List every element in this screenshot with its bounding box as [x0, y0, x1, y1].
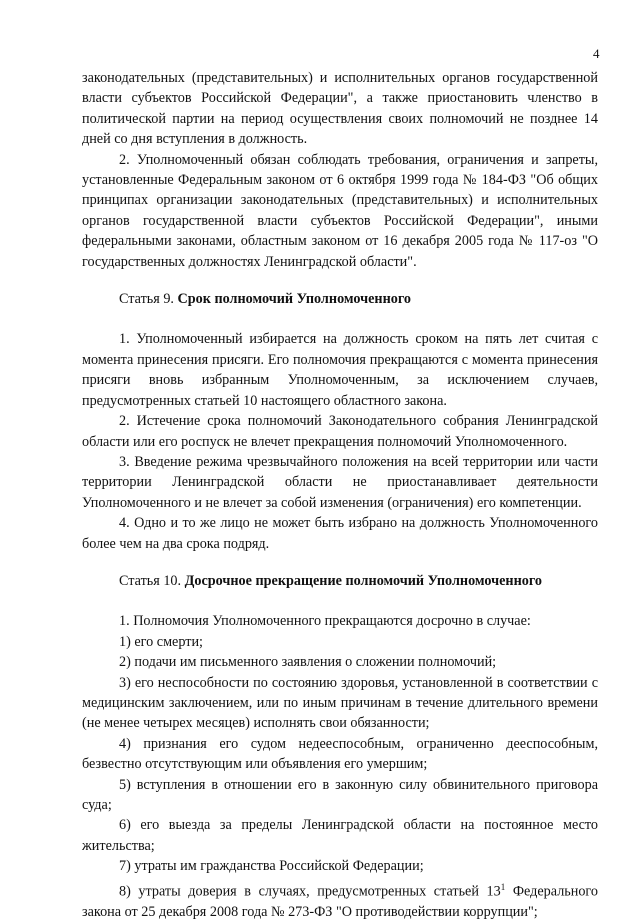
article-10-title: Досрочное прекращение полномочий Уполномоченного	[184, 572, 543, 589]
list-item: 1) его смерти;	[119, 633, 203, 650]
paragraph: законодательных (представительных) и исполнительных органов государственной власти субъектов Российской Федерации", а также приостановить членство в политической партии на период осуществления своих полномочий не позднее 14 дней со дня вступления в должность.	[82, 70, 598, 148]
article-10-heading	[82, 571, 598, 591]
paragraph: 3. Введение режима чрезвычайного положения на всей территории или части территории Ленинградской области не приостанавливает деятельности Уполномоченного и не влечет за собой изменения (ограничения) его компетенции.	[82, 453, 598, 511]
article-9-heading	[82, 289, 598, 309]
article-10-prefix: Статья 10.	[119, 572, 185, 589]
article-9-title: Срок полномочий Уполномоченного	[177, 291, 412, 308]
list-item: 6) его выезда за пределы Ленинградской области на постоянное место жительства;	[82, 817, 598, 854]
document-body	[82, 68, 598, 922]
paragraph: 4. Одно и то же лицо не может быть избрано на должность Уполномоченного более чем на два срока подряд.	[82, 515, 598, 552]
paragraph: 1. Полномочия Уполномоченного прекращаются досрочно в случае:	[119, 613, 531, 630]
list-item: 7) утраты им гражданства Российской Федерации;	[119, 858, 424, 875]
paragraph: 2. Истечение срока полномочий Законодательного собрания Ленинградской области или его роспуск не влечет прекращения полномочий Уполномоченного.	[82, 413, 598, 450]
list-item: 2) подачи им письменного заявления о сложении полномочий;	[119, 654, 497, 671]
paragraph: 1. Уполномоченный избирается на должность сроком на пять лет считая с момента принесения присяги. Его полномочия прекращаются с момента принесения присяги вновь избранным Уполномоченным, за исключением случаев, предусмотренных статьей 10 настоящего областного закона.	[82, 331, 598, 409]
list-item: 4) признания его судом недееспособным, ограниченно дееспособным, безвестно отсутствующим или объявления его умершим;	[82, 735, 598, 773]
list-item-text: 8) утраты доверия в случаях, предусмотренных статьей 13	[119, 883, 501, 900]
paragraph: 2. Уполномоченный обязан соблюдать требования, ограничения и запреты, установленные Федеральным законом от 6 октября 1999 года № 184-ФЗ "Об общих принципах организации законодательных (представительных) и исполнительных органов государственной власти субъектов Российской Федерации", иными федеральными законами, областным законом от 16 декабря 2005 года № 117-оз "О государственных должностях Ленинградской области".	[82, 151, 598, 270]
list-item: 3) его неспособности по состоянию здоровья, установленной в соответствии с медицинским заключением, или по иным причинам в течение длительного времени (не менее четырех месяцев) исполнять свои обязанности;	[82, 674, 598, 732]
list-item	[82, 877, 598, 922]
superscript: 1	[500, 881, 506, 892]
article-9-prefix: Статья 9.	[119, 291, 178, 308]
page-number: 4	[593, 46, 600, 61]
list-item: 5) вступления в отношении его в законную силу обвинительного приговора суда;	[82, 776, 598, 813]
list-item-text: Федерального закона от 25 декабря 2008 года № 273-ФЗ "О противодействии коррупции";	[82, 883, 598, 920]
